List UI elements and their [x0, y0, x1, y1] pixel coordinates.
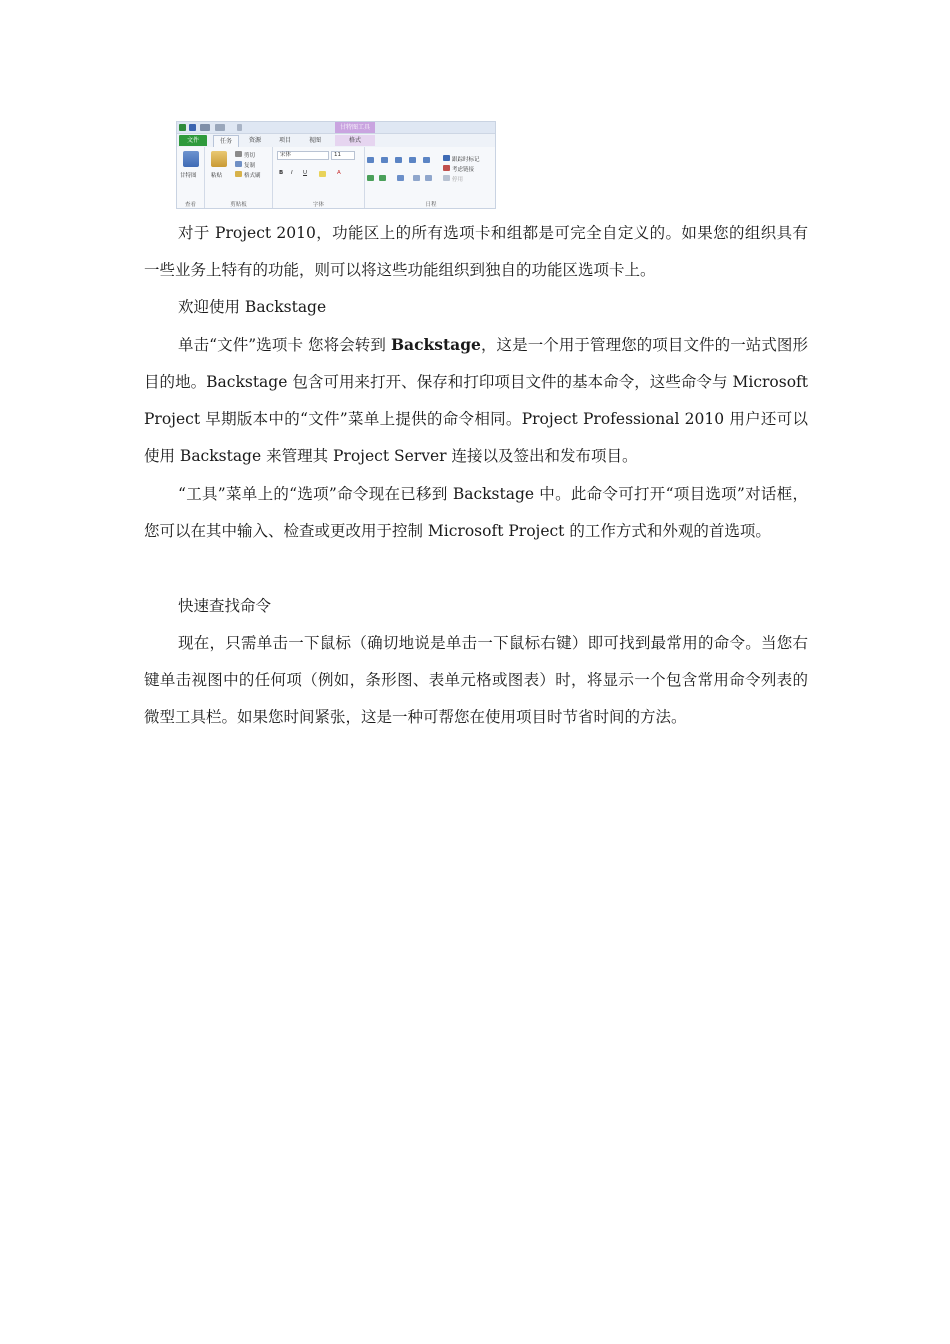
font-name-field: 宋体: [277, 151, 329, 160]
group-schedule-label: 日程: [425, 202, 437, 208]
mark-on-track-label: 跟踪时标记: [452, 157, 480, 163]
tab-file: 文件: [179, 135, 207, 146]
tab-format: 格式: [335, 135, 375, 146]
underline-button: U: [303, 170, 308, 176]
group-schedule: [365, 147, 496, 209]
split-task-icon: [425, 175, 432, 181]
paragraph-mini-toolbar: 现在，只需单击一下鼠标（确切地说是单击一下鼠标右键）即可找到最常用的命令。当您右键单击视图中的任何项（例如，条形图、表单元格或图表）时，将显示一个包含常用命令列表的微型工具栏。如果您时间紧张，这是一种可帮您在使用项目时节省时间的方法。: [144, 634, 808, 726]
outdent-icon: [379, 175, 386, 181]
tab-task: 任务: [213, 135, 239, 148]
save-icon: [189, 124, 196, 131]
group-clipboard-label: 剪贴板: [230, 202, 247, 208]
indent-icon: [367, 175, 374, 181]
ribbon-tabs: [177, 133, 495, 148]
paragraph-ribbon-customization: 对于 Project 2010，功能区上的所有选项卡和组都是可完全自定义的。如果您的组织具有一些业务上特有的功能，则可以将这些功能组织到独自的功能区选项卡上。: [144, 224, 808, 279]
respect-links-icon: [443, 165, 450, 171]
tab-project: 项目: [278, 137, 291, 144]
tab-resource: 资源: [248, 137, 261, 144]
undo-icon: [200, 124, 210, 131]
redo-icon: [215, 124, 225, 131]
group-font: [273, 147, 365, 209]
heading-find-commands: 快速查找命令: [178, 597, 272, 615]
contextual-tab-title: 甘特图工具: [335, 122, 375, 133]
gantt-chart-label: 甘特图: [180, 173, 197, 179]
backstage-text-before: 单击“文件”选项卡 您将会转到: [178, 336, 391, 354]
gantt-chart-icon: [183, 151, 199, 167]
percent-0-icon: [367, 157, 374, 163]
format-painter-label: 格式刷: [244, 173, 261, 179]
format-painter-icon: [235, 171, 242, 177]
copy-label: 复制: [244, 163, 256, 169]
bold-button: B: [279, 170, 284, 176]
percent-50-icon: [395, 157, 402, 163]
font-size-field: 11: [331, 151, 355, 160]
percent-100-icon: [423, 157, 430, 163]
mark-on-track-icon: [443, 155, 450, 161]
italic-button: I: [291, 170, 293, 176]
customize-qat-icon: [237, 124, 242, 131]
cut-icon: [235, 151, 242, 157]
ribbon-screenshot: [176, 121, 496, 209]
percent-25-icon: [381, 157, 388, 163]
respect-links-label: 考虑链接: [452, 167, 475, 173]
heading-backstage: 欢迎使用 Backstage: [178, 298, 327, 316]
inactivate-icon: [443, 175, 450, 181]
group-view: [177, 147, 205, 209]
inactivate-label: 停用: [452, 177, 464, 183]
paste-label: 粘贴: [211, 173, 223, 179]
backstage-bold-term: Backstage: [390, 335, 481, 354]
paste-icon: [211, 151, 227, 167]
cut-label: 剪切: [244, 153, 256, 159]
font-color-button: A: [337, 170, 341, 176]
highlight-icon: [319, 171, 326, 177]
paragraph-backstage: [144, 326, 808, 475]
percent-75-icon: [409, 157, 416, 163]
copy-icon: [235, 161, 242, 167]
link-tasks-icon: [397, 175, 404, 181]
paragraph-options-command: “工具”菜单上的“选项”命令现在已移到 Backstage 中。此命令可打开“项目选项”对话框，您可以在其中输入、检查或更改用于控制 Microsoft Project 的工作方式和外观的首选项。: [144, 485, 808, 540]
group-clipboard: [205, 147, 273, 209]
group-view-label: 查看: [184, 202, 196, 208]
tab-view: 视图: [308, 137, 321, 144]
ribbon-groups: [177, 147, 495, 209]
group-font-label: 字体: [312, 202, 324, 208]
backstage-text-after: ，这是一个用于管理您的项目文件的一站式图形目的地。Backstage 包含可用来打开、保存和打印项目文件的基本命令，这些命令与 Microsoft Project 早期版本中的“文件”菜单上提供的命令相同。Project Professional 2010 用户还可以使用 Backstage 来管理其 Project Server 连接以及签出和发布项目。: [144, 336, 808, 465]
unlink-icon: [413, 175, 420, 181]
app-icon: [179, 124, 186, 131]
